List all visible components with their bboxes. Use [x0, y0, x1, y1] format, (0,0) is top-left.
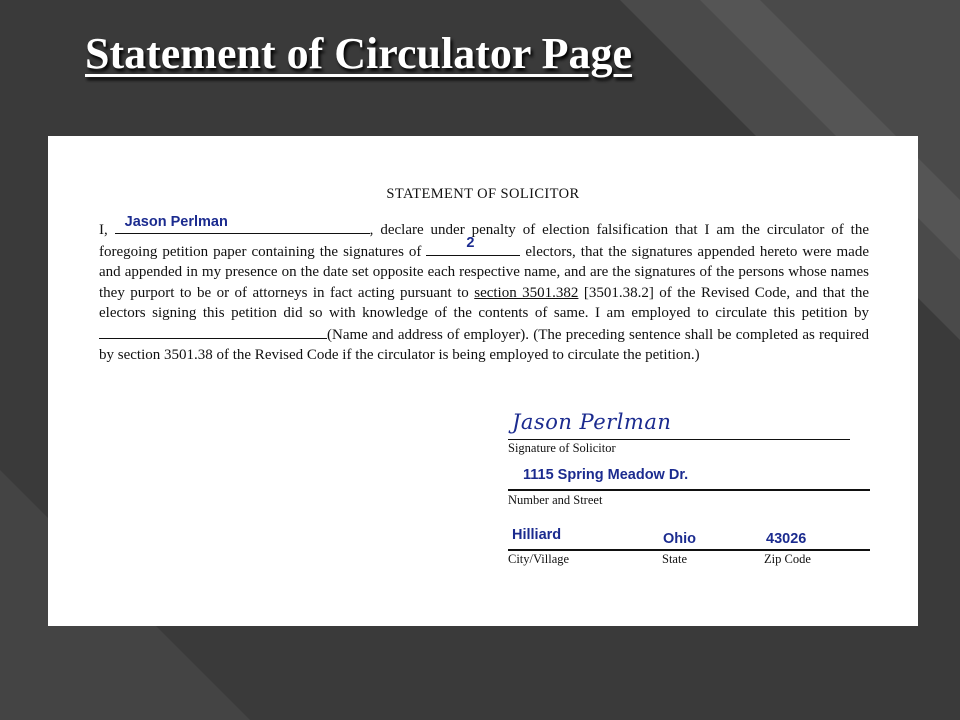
- signature-count-field[interactable]: [426, 235, 520, 256]
- state-label: State: [662, 552, 687, 566]
- paragraph-text-5: (Name and address of employer). (The preceding sentence shall be completed as required by section 3501.38 of the Revised Code if the circulator is being employed to circulate the petition.): [99, 326, 869, 363]
- signature-line[interactable]: [508, 439, 850, 440]
- state-value: Ohio: [663, 531, 697, 547]
- document-heading: STATEMENT OF SOLICITOR: [386, 186, 580, 202]
- employer-field[interactable]: [99, 324, 327, 339]
- street-label: Number and Street: [508, 493, 603, 507]
- slide-title: Statement of Circulator Page: [85, 29, 633, 78]
- paragraph-text-3: electors, that the signatures appended hereto were made and appended in my presence on the date set opposite each respective name, and are the signatures of the persons whose names they purport to be or of attorneys in fact acting pursuant to: [99, 243, 869, 301]
- city-value: Hilliard: [512, 527, 562, 543]
- section-reference: section 3501.382: [474, 284, 579, 301]
- circulator-name-value: Jason Perlman: [124, 213, 228, 230]
- paragraph-text-4: [3501.38.2] of the Revised Code, and that the electors signing this petition did so with knowledge of the contents of same. I am employed to circulate this petition by: [99, 284, 869, 321]
- street-value: 1115 Spring Meadow Dr.: [523, 467, 689, 483]
- zip-value: 43026: [766, 531, 807, 547]
- street-line[interactable]: [508, 489, 870, 491]
- circulator-name-field[interactable]: [115, 213, 370, 234]
- city-label: City/Village: [508, 552, 570, 566]
- paragraph-text-1: I,: [99, 222, 115, 238]
- statement-paragraph: [99, 213, 869, 366]
- address-line[interactable]: [508, 549, 870, 551]
- paragraph-text-2: , declare under penalty of election falsification that I am the circulator of the foregoing petition paper containing the signatures of: [99, 222, 869, 260]
- solicitor-signature: Jason Perlman: [512, 410, 672, 434]
- petition-document: [48, 136, 918, 626]
- signature-label: Signature of Solicitor: [508, 441, 616, 455]
- signature-count-value: 2: [466, 235, 475, 251]
- zip-label: Zip Code: [764, 552, 811, 566]
